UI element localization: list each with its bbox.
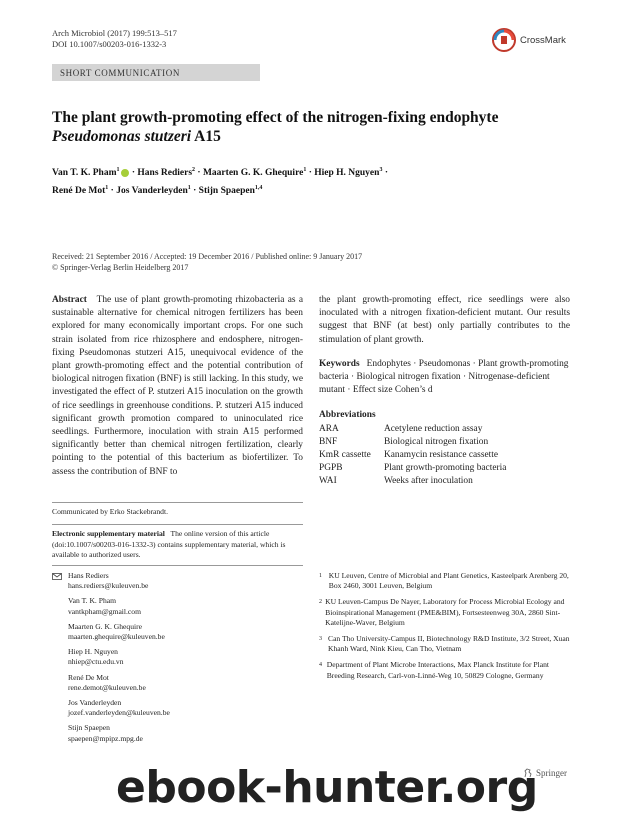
email-link[interactable]: nhiep@ctu.edu.vn: [68, 657, 124, 667]
contact-entry: René De Mot rene.demot@kuleuven.be: [68, 673, 303, 693]
contact-list: [52, 571, 303, 749]
abstract-text-continued: the plant growth-promoting effect, rice seedlings were also inoculated with a nitrogen fixation-deficient mutant. Our results suggest that BNF (at best) only partially contributes to the stimulation of plant growth.: [319, 295, 570, 345]
crossmark-badge[interactable]: [492, 26, 572, 54]
keywords-text: Endophytes · Pseudomonas · Plant growth-promoting bacteria · Biological nitrogen fixation · Nitrogenase-deficient mutant · Effect size Cohen’s d: [319, 359, 569, 396]
journal-line: Arch Microbiol (2017) 199:513–517: [52, 28, 177, 38]
affiliation: 1 KU Leuven, Centre of Microbial and Plant Genetics, Kasteelpark Arenberg 20, Box 2460, 3001 Leuven, Belgium: [319, 571, 569, 591]
contact-entry: Maarten G. K. Ghequire maarten.ghequire@kuleuven.be: [68, 622, 303, 642]
email-link[interactable]: jozef.vanderleyden@kuleuven.be: [68, 708, 170, 718]
journal-citation: [52, 28, 177, 50]
contact-entry: Van T. K. Pham vantkpham@gmail.com: [68, 596, 303, 616]
abbreviation-row: KmR cassette Kanamycin resistance cassette: [319, 450, 499, 460]
divider: [52, 565, 303, 566]
author: Jos Vanderleyden: [116, 186, 188, 197]
abbreviation-row: PGPB Plant growth-promoting bacteria: [319, 463, 507, 473]
communicated-by: Communicated by Erko Stackebrandt.: [52, 507, 168, 516]
supplementary-note: Electronic supplementary material The online version of this article (doi:10.1007/s00203-016-1332-3) contains supplementary material, which is available to authorized users.: [52, 529, 286, 559]
affiliation-list: [319, 571, 570, 687]
abbreviations-list: [319, 423, 570, 488]
email-link[interactable]: maarten.ghequire@kuleuven.be: [68, 632, 165, 642]
publisher-logo: Springer: [523, 768, 567, 778]
abstract-left: [52, 294, 303, 479]
author: Van T. K. Pham: [52, 168, 117, 179]
keywords: [319, 358, 570, 398]
abbreviation-row: BNF Biological nitrogen fixation: [319, 437, 489, 447]
email-link[interactable]: hans.rediers@kuleuven.be: [68, 581, 149, 591]
envelope-icon: [52, 573, 62, 580]
email-link[interactable]: rene.demot@kuleuven.be: [68, 682, 146, 692]
abstract-text: The use of plant growth-promoting rhizobacteria as a sustainable alternative for chemical nitrogen fertilizers has been explored for many economically important crops. For one such strain isolated from rice rhizosphere and endosphere, nitrogen-fixing Pseudomonas stutzeri A15, unequivocal evidence of the plant growth-promoting effect and the potential contribution of biological nitrogen fixation (BNF) is still lacking. In this study, we investigated the effect of P. stutzeri A15 inoculation on the growth of rice seedlings in greenhouse conditions. P. stutzeri A15 induced significant growth promotion compared to uninoculated rice seedlings. Furthermore, inoculation with strain A15 performed significantly better than chemical nitrogen fertilization, clearly pointing to the potential of this bacterium as biofertilizer. To assess the contribution of BNF to: [52, 295, 303, 477]
contact-entry: Hans Rediers hans.rediers@kuleuven.be: [68, 571, 303, 591]
divider: [52, 524, 303, 525]
author: Maarten G. K. Ghequire: [202, 168, 304, 179]
doi-line[interactable]: DOI 10.1007/s00203-016-1332-3: [52, 39, 167, 49]
abbreviation-row: ARA Acetylene reduction assay: [319, 424, 483, 434]
keywords-label: Keywords: [319, 359, 360, 369]
crossmark-label: CrossMark: [520, 34, 566, 46]
author: Hiep H. Nguyen: [314, 168, 380, 179]
divider: [52, 502, 303, 503]
affiliation: 4 Department of Plant Microbe Interactions, Max Planck Institute for Plant Breeding Research, Carl-von-Linné-Weg 10, 50829 Cologne, Germany: [319, 660, 549, 680]
abstract-label: Abstract: [52, 295, 87, 305]
author: Hans Rediers: [137, 168, 193, 179]
abbreviations-heading: Abbreviations: [319, 410, 376, 420]
email-link[interactable]: spaepen@mpipz.mpg.de: [68, 733, 143, 743]
contact-entry: Jos Vanderleyden jozef.vanderleyden@kuleuven.be: [68, 698, 303, 718]
watermark: ebook-hunter.org: [116, 762, 538, 813]
section-label: SHORT COMMUNICATION: [52, 64, 260, 81]
affiliation: 3 Can Tho University-Campus II, Biotechnology R&D Institute, 3/2 Street, Xuan Khanh Ward, Nink Kieu, Can Tho, Vietnam: [319, 634, 570, 654]
author: René De Mot: [52, 186, 106, 197]
contact-entry: Stijn Spaepen spaepen@mpipz.mpg.de: [68, 723, 303, 743]
crossmark-icon: [492, 28, 516, 52]
publication-dates: Received: 21 September 2016 / Accepted: 19 December 2016 / Published online: 9 January 2017 © Springer-Verlag Berlin Heidelberg 2017: [52, 251, 572, 273]
copyright: © Springer-Verlag Berlin Heidelberg 2017: [52, 263, 189, 272]
abbreviation-row: WAI Weeks after inoculation: [319, 476, 473, 486]
author-list: Van T. K. Pham$^1$ · Hans Rediers$^2$ · Maarten G. K. Ghequire$^1$ · Hiep H. Nguyen$^3$ · René De Mot$^1$ · Jos Vanderleyden$^1$ · Stijn Spaepen$^{1,4}$: [52, 167, 388, 197]
author: Stijn Spaepen: [198, 186, 255, 197]
contact-entry: Hiep H. Nguyen nhiep@ctu.edu.vn: [68, 647, 303, 667]
affiliation: 2 KU Leuven-Campus De Nayer, Laboratory for Process Microbial Ecology and Bioinspirational Management (PME&BIM), Fortsesteenweg 30A, 2860 Sint-Katelijne-Waver, Belgium: [319, 597, 565, 627]
abstract-right: [319, 294, 570, 347]
article-title: The plant growth-promoting effect of the nitrogen-fixing endophyte Pseudomonas stutzeri A15: [52, 109, 499, 145]
orcid-icon[interactable]: [121, 169, 129, 177]
email-link[interactable]: vantkpham@gmail.com: [68, 606, 142, 616]
